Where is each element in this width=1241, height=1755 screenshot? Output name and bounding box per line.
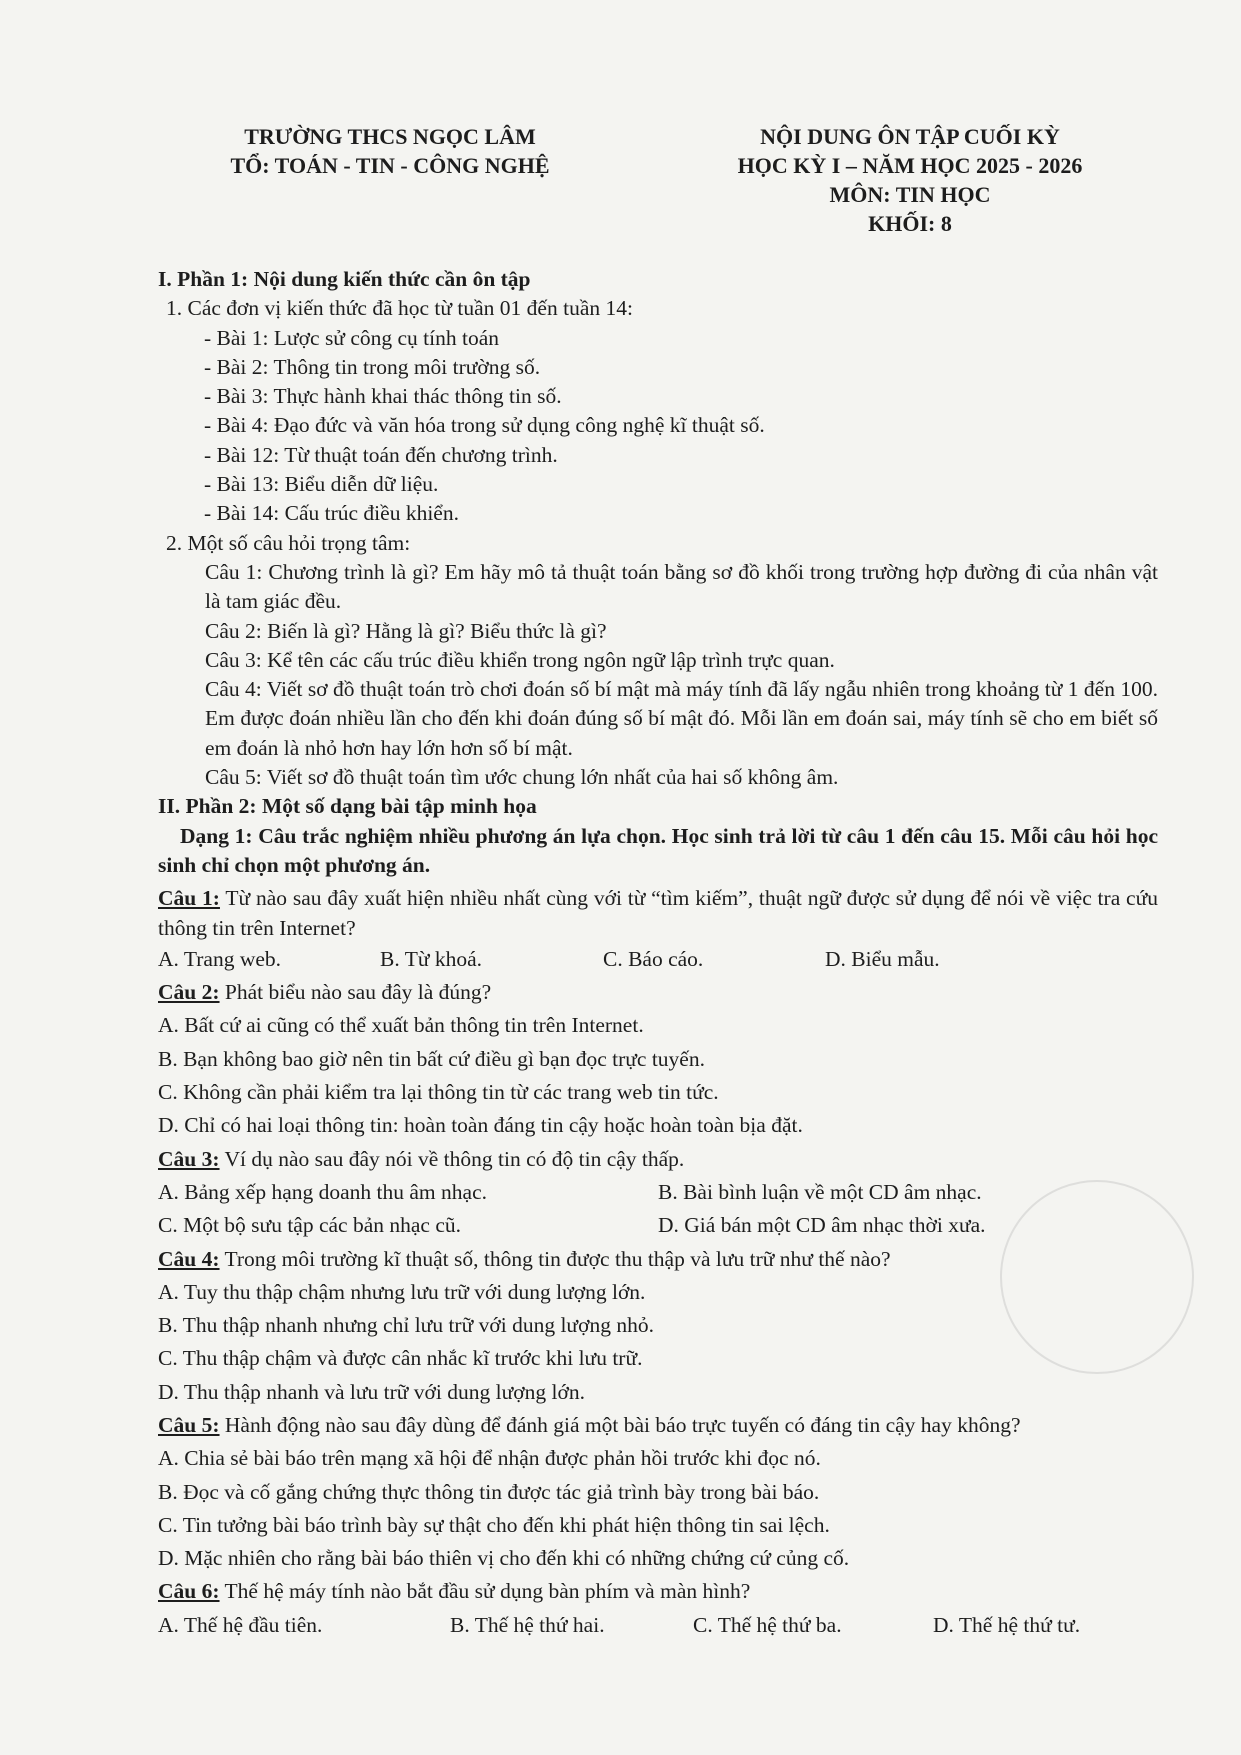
grade: KHỐI: 8 <box>868 211 952 236</box>
question-text: Từ nào sau đây xuất hiện nhiều nhất cùng với từ “tìm kiếm”, thuật ngữ được sử dụng để nói về việc tra cứu thông tin trên Internet? <box>158 886 1158 940</box>
question-label: Câu 6: <box>158 1579 220 1604</box>
department-name: TỔ: TOÁN - TIN - CÔNG NGHỆ <box>230 153 550 178</box>
question-label: Câu 3: <box>158 1146 220 1171</box>
key-question: Câu 4: Viết sơ đồ thuật toán trò chơi đoán số bí mật mà máy tính đã lấy ngẫu nhiên trong khoảng từ 1 đến 100. Em được đoán nhiều lần cho đến khi đoán đúng số bí mật đó. Mỗi lần em đoán sai, máy tính sẽ cho em biết số em đoán là nhỏ hơn hay lớn hơn số bí mật. <box>205 677 1158 760</box>
option-c: C. Không cần phải kiểm tra lại thông tin từ các trang web tin tức. <box>158 1080 719 1105</box>
mcq-2 <box>158 978 1158 1140</box>
mcq-6 <box>158 1577 1158 1640</box>
subject: MÔN: TIN HỌC <box>829 182 991 207</box>
school-name: TRƯỜNG THCS NGỌC LÂM <box>244 124 536 149</box>
option-c: C. Một bộ sưu tập các bản nhạc cũ. <box>158 1213 462 1238</box>
option-b: B. Bài bình luận về một CD âm nhạc. <box>658 1179 982 1204</box>
dang1-instruction: Dạng 1: Câu trắc nghiệm nhiều phương án lựa chọn. Học sinh trả lời từ câu 1 đến câu 15. Mỗi câu hỏi học sinh chỉ chọn một phương án. <box>158 823 1158 877</box>
option-d: D. Giá bán một CD âm nhạc thời xưa. <box>658 1213 986 1238</box>
lesson-item: - Bài 12: Từ thuật toán đến chương trình. <box>204 442 558 467</box>
question-text: Trong môi trường kĩ thuật số, thông tin được thu thập và lưu trữ như thế nào? <box>219 1246 891 1271</box>
key-question: Câu 1: Chương trình là gì? Em hãy mô tả thuật toán bằng sơ đồ khối trong trường hợp đường đi của nhân vật là tam giác đều. <box>205 559 1158 614</box>
option-a: A. Bảng xếp hạng doanh thu âm nhạc. <box>158 1179 487 1204</box>
question-label: Câu 2: <box>158 980 220 1005</box>
lesson-list <box>158 324 1158 529</box>
part1-title: I. Phần 1: Nội dung kiến thức cần ôn tập <box>158 267 531 291</box>
question-label: Câu 5: <box>158 1412 220 1437</box>
exam-header <box>660 122 1160 238</box>
lesson-item: - Bài 13: Biểu diễn dữ liệu. <box>204 472 439 497</box>
option-a: A. Bất cứ ai cũng có thể xuất bản thông tin trên Internet. <box>158 1013 644 1038</box>
school-header <box>165 122 615 180</box>
option-c: C. Thế hệ thứ ba. <box>693 1612 842 1637</box>
option-c: C. Thu thập chậm và được cân nhắc kĩ trước khi lưu trữ. <box>158 1346 643 1371</box>
part2-title: II. Phần 2: Một số dạng bài tập minh họa <box>158 794 537 819</box>
option-c: C. Báo cáo. <box>603 946 704 971</box>
mcq-3 <box>158 1145 1158 1241</box>
lesson-item: - Bài 3: Thực hành khai thác thông tin số. <box>204 384 562 409</box>
key-question: Câu 3: Kể tên các cấu trúc điều khiển trong ngôn ngữ lập trình trực quan. <box>205 647 835 672</box>
option-b: B. Từ khoá. <box>380 946 483 971</box>
question-label: Câu 1: <box>158 886 220 911</box>
option-a: A. Trang web. <box>158 946 282 971</box>
mcq-4 <box>158 1245 1158 1407</box>
question-text: Hành động nào sau đây dùng để đánh giá một bài báo trực tuyến có đáng tin cậy hay không? <box>219 1412 1021 1437</box>
option-b: B. Thu thập nhanh nhưng chỉ lưu trữ với dung lượng nhỏ. <box>158 1313 654 1338</box>
document-title: NỘI DUNG ÔN TẬP CUỐI KỲ <box>760 124 1060 149</box>
option-b: B. Bạn không bao giờ nên tin bất cứ điều gì bạn đọc trực tuyến. <box>158 1046 705 1071</box>
option-d: D. Thế hệ thứ tư. <box>933 1612 1081 1637</box>
question-text: Ví dụ nào sau đây nói về thông tin có độ tin cậy thấp. <box>219 1146 685 1171</box>
section2-title: 2. Một số câu hỏi trọng tâm: <box>166 530 411 555</box>
section1-title: 1. Các đơn vị kiến thức đã học từ tuần 01 đến tuần 14: <box>166 296 633 321</box>
question-label: Câu 4: <box>158 1246 220 1271</box>
option-d: D. Biểu mẫu. <box>825 946 940 971</box>
lesson-item: - Bài 2: Thông tin trong môi trường số. <box>204 354 541 379</box>
key-question: Câu 5: Viết sơ đồ thuật toán tìm ước chung lớn nhất của hai số không âm. <box>205 765 839 790</box>
lesson-item: - Bài 1: Lược sử công cụ tính toán <box>204 325 500 350</box>
lesson-item: - Bài 14: Cấu trúc điều khiển. <box>204 501 459 526</box>
option-a: A. Thế hệ đầu tiên. <box>158 1612 323 1637</box>
key-question: Câu 2: Biến là gì? Hằng là gì? Biểu thức là gì? <box>205 618 607 643</box>
option-a: A. Chia sẻ bài báo trên mạng xã hội để nhận được phản hồi trước khi đọc nó. <box>158 1446 821 1471</box>
mcq-5 <box>158 1411 1158 1573</box>
question-text: Phát biểu nào sau đây là đúng? <box>219 980 492 1005</box>
option-d: D. Thu thập nhanh và lưu trữ với dung lượng lớn. <box>158 1379 585 1404</box>
document-body <box>158 265 1158 1640</box>
question-text: Thế hệ máy tính nào bắt đầu sử dụng bàn phím và màn hình? <box>219 1579 751 1604</box>
lesson-item: - Bài 4: Đạo đức và văn hóa trong sử dụng công nghệ kĩ thuật số. <box>204 413 765 438</box>
option-b: B. Đọc và cố gắng chứng thực thông tin được tác giả trình bày trong bài báo. <box>158 1479 820 1504</box>
mcq-1 <box>158 884 1158 974</box>
key-questions <box>158 558 1158 792</box>
option-d: D. Chỉ có hai loại thông tin: hoàn toàn đáng tin cậy hoặc hoàn toàn bịa đặt. <box>158 1113 803 1138</box>
option-a: A. Tuy thu thập chậm nhưng lưu trữ với dung lượng lớn. <box>158 1279 646 1304</box>
option-b: B. Thế hệ thứ hai. <box>450 1612 605 1637</box>
option-c: C. Tin tưởng bài báo trình bày sự thật cho đến khi phát hiện thông tin sai lệch. <box>158 1512 830 1537</box>
option-d: D. Mặc nhiên cho rằng bài báo thiên vị cho đến khi có những chứng cứ củng cố. <box>158 1546 850 1571</box>
semester-year: HỌC KỲ I – NĂM HỌC 2025 - 2026 <box>737 153 1083 178</box>
